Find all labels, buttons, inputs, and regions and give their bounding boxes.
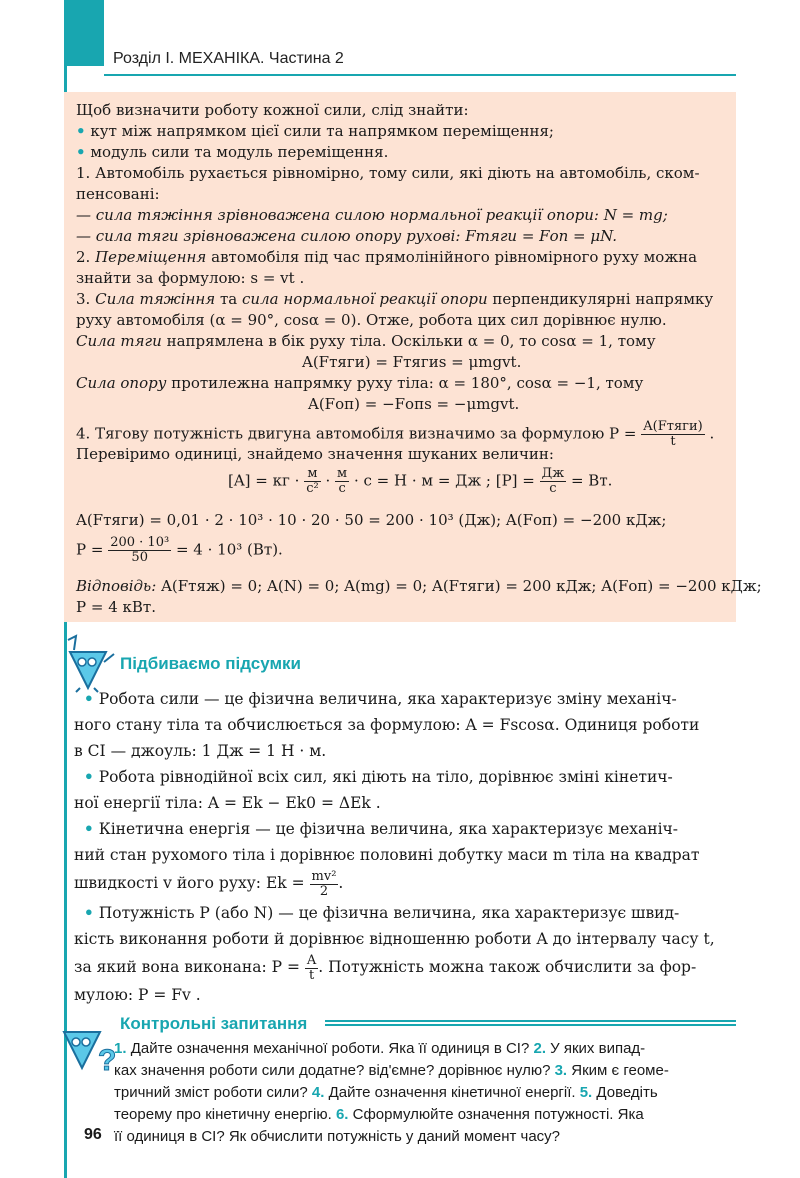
- question-line-4: теорему про кінетичну енергію. 6. Сформулюйте означення потужності. Яка: [114, 1106, 644, 1123]
- summary-point-4-line-4: мулою: P = Fv .: [74, 986, 201, 1004]
- chapter-tab: [64, 0, 104, 66]
- question-line-3: тричний зміст роботи сили? 4. Дайте означення кінетичної енергії. 5. Доведіть: [114, 1084, 658, 1101]
- solution-intro: Щоб визначити роботу кожної сили, слід знайти:: [76, 101, 469, 119]
- solution-box: [64, 92, 762, 622]
- solution-step-2-cont: знайти за формулою: s = vt .: [76, 269, 305, 287]
- summary-point-4: • Потужність P (або N) — це фізична величина, яка характеризує швид-: [83, 903, 680, 922]
- question-line-1: 1. Дайте означення механічної роботи. Яка її одиниця в СІ? 2. У яких випад-: [114, 1040, 646, 1057]
- svg-text:?: ?: [98, 1044, 116, 1076]
- summary-title: Підбиваємо підсумки: [120, 654, 301, 673]
- solution-gravity-line: — сила тяжіння зрівноважена силою нормальної реакції опори: N = mg;: [76, 206, 668, 224]
- solution-step-3: 3. Сила тяжіння та сила нормальної реакції опори перпендикулярні напрямку: [76, 290, 714, 308]
- solution-step-1-cont: пенсовані:: [76, 185, 160, 203]
- solution-units-check: Перевіримо одиниці, знайдемо значення шуканих величин:: [76, 445, 554, 463]
- bullet-icon: •: [83, 689, 94, 708]
- solution-traction-line: — сила тяги зрівноважена силою опору рухові: Fтяги = Fоп = μN.: [76, 227, 618, 245]
- questions-title: Контрольні запитання: [120, 1014, 308, 1033]
- formula-resistance-work: A(Fоп) = −Fопs = −μmgvt.: [308, 395, 520, 413]
- summary-point-1-line-2: ного стану тіла та обчислюється за формулою: A = Fscosα. Одиниця роботи: [74, 716, 700, 734]
- solution-step-2: 2. Переміщення автомобіля під час прямолінійного рівномірного руху можна: [76, 248, 698, 266]
- bullet-icon: •: [83, 903, 94, 922]
- power-fraction: $\frac{\text{A(Fтяги)}}{t}$: [643, 419, 703, 449]
- bullet-icon: •: [83, 819, 94, 838]
- summary-point-1-line-3: в СІ — джоуль: 1 Дж = 1 Н · м.: [74, 742, 327, 760]
- mascot-summary-icon: [60, 632, 116, 694]
- solution-bullet-1: • кут між напрямком цієї сили та напрямком переміщення;: [76, 122, 554, 140]
- solution-bullet-2: • модуль сили та модуль переміщення.: [76, 143, 389, 161]
- formula-power-value: P = $\frac{\text{200 · 10³}}{50}$ = 4 · 10³ (Вт).: [76, 535, 283, 565]
- header-rule: [104, 74, 736, 76]
- summary-point-4-line-3: за який вона виконана: P = $\frac{A}{t}$ . Потужність можна також обчислити за фор-: [74, 952, 697, 983]
- summary-point-1: • Робота сили — це фізична величина, яка характеризує зміну механіч-: [83, 689, 677, 708]
- question-line-5: її одиниця в СІ? Як обчислити потужність у даний момент часу?: [114, 1128, 561, 1145]
- formula-units: [A] = кг · $\frac{м}{\text{с²}}$ · $\frac{м}{с}$ · с = Н · м = Дж ; [P] = $\frac{Дж}{с}$ = Вт.: [228, 466, 613, 496]
- summary-point-2: • Робота рівнодійної всіх сил, які діють на тіло, дорівнює зміні кінетич-: [83, 767, 673, 786]
- question-line-2: ках значення роботи сили додатне? від'ємне? дорівнює нулю? 3. Яким є геоме-: [114, 1062, 669, 1079]
- bullet-icon: •: [83, 767, 94, 786]
- bullet-icon: •: [76, 143, 86, 161]
- solution-step-1: 1. Автомобіль рухається рівномірно, тому сили, які діють на автомобіль, ском-: [76, 164, 700, 182]
- solution-step-4: 4. Тягову потужність двигуна автомобіля визначимо за формулою P = $\frac{\text{A(Fтяги)}}{t}$ .: [76, 419, 715, 449]
- summary-point-3-line-3: швидкості v його руху: Ek = $\frac{\text{mv²}}{2}$ .: [74, 868, 344, 899]
- questions-rule: [325, 1020, 736, 1026]
- answer-line: Відповідь: A(Fтяж) = 0; A(N) = 0; A(mg) = 0; A(Fтяги) = 200 кДж; A(Fоп) = −200 кДж;: [76, 577, 762, 595]
- page-number: 96: [84, 1126, 102, 1143]
- solution-resistance-text: Сила опору протилежна напрямку руху тіла: α = 180°, cosα = −1, тому: [76, 374, 644, 392]
- summary-point-3-line-2: ний стан рухомого тіла і дорівнює половині добутку маси m тіла на квадрат: [74, 846, 700, 864]
- mascot-question-icon: [60, 1016, 116, 1076]
- solution-traction-text: Сила тяги напрямлена в бік руху тіла. Оскільки α = 0, то cosα = 1, тому: [76, 332, 656, 350]
- formula-traction-work: A(Fтяги) = Fтягиs = μmgvt.: [302, 353, 522, 371]
- answer-line-cont: P = 4 кВт.: [76, 598, 156, 616]
- bullet-icon: •: [76, 122, 86, 140]
- summary-point-4-line-2: кість виконання роботи й дорівнює відношенню роботи A до інтервалу часу t,: [74, 930, 715, 948]
- running-header: Розділ І. МЕХАНІКА. Частина 2: [113, 50, 344, 67]
- formula-work-values: A(Fтяги) = 0,01 · 2 · 10³ · 10 · 20 · 50 = 200 · 10³ (Дж); A(Fоп) = −200 кДж;: [76, 511, 667, 529]
- summary-point-2-line-2: ної енергії тіла: A = Ek − Ek0 = ΔEk .: [74, 794, 381, 812]
- solution-step-3-cont: руху автомобіля (α = 90°, cosα = 0). Отже, робота цих сил дорівнює нулю.: [76, 311, 667, 329]
- summary-point-3: • Кінетична енергія — це фізична величина, яка характеризує механіч-: [83, 819, 679, 838]
